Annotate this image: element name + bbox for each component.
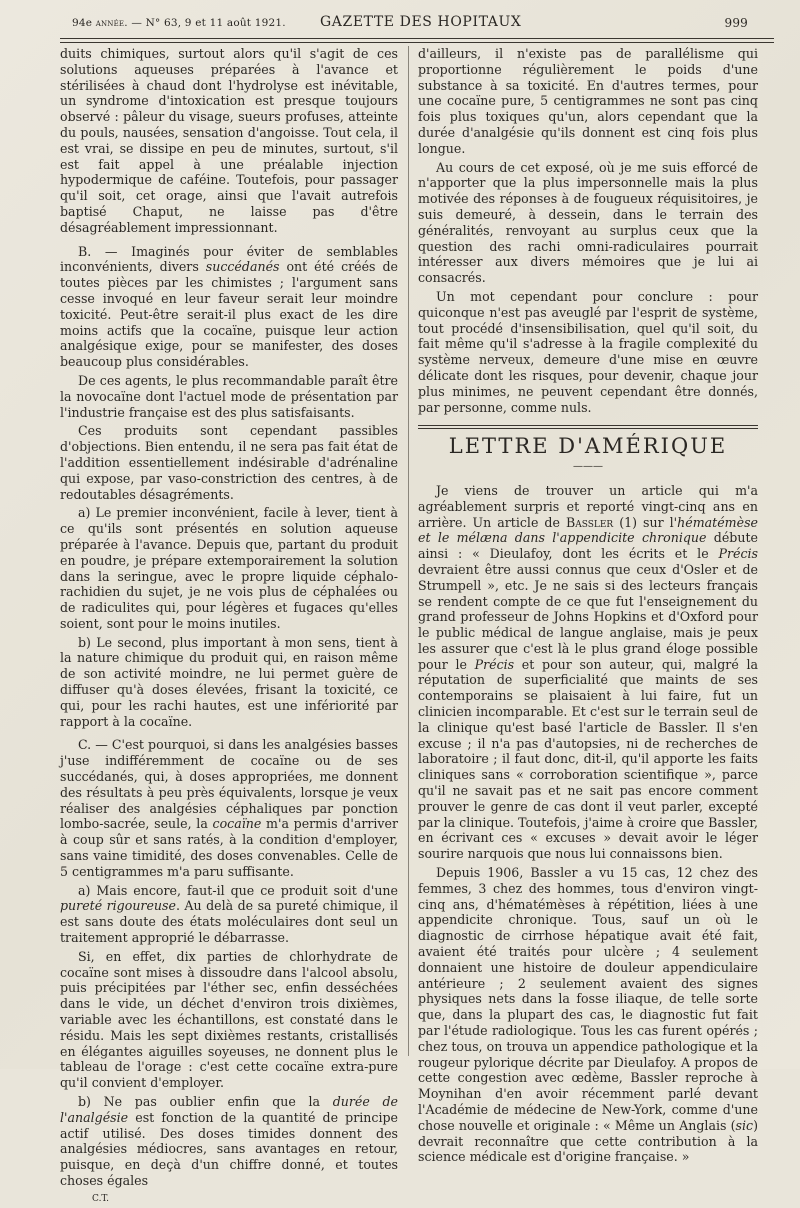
- journal-title: GAZETTE DES HOPITAUX: [320, 14, 522, 30]
- running-head: [72, 14, 760, 36]
- paragraph: Un mot cependant pour conclure : pour quiconque n'est pas aveuglé par l'esprit de système, tout procédé d'insensibilisation, quel qu'il soit, du fait même qu'il s'adresse à la fragile complexité du système nerveux, demeure d'une mise en œuvre délicate dont les risques, pour devenir, chaque jour plus minimes, ne peuvent cependant être donnés, par personne, comme nuls.: [418, 288, 758, 415]
- paragraph: Ces produits sont cependant passibles d'objections. Bien entendu, il ne sera pas fait état de l'addition essentiellement indésirable d'adrénaline qui expose, par vaso-constriction des centres, à de redoutables désagréments.: [60, 423, 398, 502]
- left-column: [60, 46, 398, 1208]
- signature-mark: C.T.: [92, 1193, 109, 1204]
- section-rule: [418, 425, 758, 426]
- column-divider: [408, 46, 409, 1056]
- paragraph: B. — Imaginés pour éviter de semblables inconvénients, divers succédanés ont été créés de toutes pièces par les chimistes ; l'argument sans cesse invoqué en leur faveur serait leur moindre toxicité. Peut-être serait-il plus exact de les dire moins actifs que la cocaïne, puisque leur action analgésique exige, pour se manifester, des doses beaucoup plus considérables.: [60, 243, 398, 370]
- paragraph: Si, en effet, dix parties de chlorhydrate de cocaïne sont mises à dissoudre dans l'alcool absolu, puis précipitées par l'éther sec, enfin desséchées dans le vide, un déchet d'environ trois dixièmes, variable avec les échantillons, est constaté dans le résidu. Mais les sept dixièmes restants, cristallisés en élégantes aiguilles soyeuses, ne donnent plus le tableau de l'orage : c'est cette cocaïne extra-pure qu'il convient d'employer.: [60, 948, 398, 1091]
- issue-info: 94e année. — N° 63, 9 et 11 août 1921.: [72, 17, 286, 29]
- paragraph: De ces agents, le plus recommandable paraît être la novocaïne dont l'actuel mode de présentation par l'industrie française est des plus satisfaisants.: [60, 372, 398, 420]
- paragraph: d'ailleurs, il n'existe pas de parallélisme qui proportionne régulièrement le poids d'une substance à sa toxicité. En d'autres termes, pour une cocaïne pure, 5 centigrammes ne sont pas cinq fois plus toxiques qu'un, alors cependant que la durée d'analgésie qu'ils donnent est cinq fois plus longue.: [418, 46, 758, 156]
- paragraph: Je viens de trouver un article qui m'a agréablement surpris et reporté vingt-cinq ans en arrière. Un article de Bassler (1) sur l'hématémèse et le mélæna dans l'appendicite chronique débute ainsi : « Dieulafoy, dont les écrits et le Précis devraient être aussi connus que ceux d'Osler et de Strumpell », etc. Je ne sais si des lecteurs français se rendent compte de ce que fut l'enseignement du grand professeur de Johns Hopkins et d'Oxford pour le public médical de langue anglaise, mais je peux les assurer que c'est là le plus grand éloge possible pour le Précis et pour son auteur, qui, malgré la réputation de superficialité que maints de ses contemporains se plaisaient à lui faire, fut un clinicien incomparable. Et c'est sur le terrain seul de la clinique qu'est basé l'article de Bassler. Il s'en excuse ; il n'a pas d'autopsies, ni de recherches de laboratoire ; il faut donc, dit-il, qu'il apporte les faits cliniques sans « corroboration scientifique », parce qu'il ne savait pas et ne sait pas encore comment prouver le genre de cas dont il veut parler, excepté par la clinique. Toutefois, j'aime à croire que Bassler, en écrivant ces « excuses » devait avoir le léger sourire narquois que nous lui connaissons bien.: [418, 482, 758, 862]
- paragraph: a) Le premier inconvénient, facile à lever, tient à ce qu'ils sont présentés en solution aqueuse préparée à l'avance. Depuis que, partant du produit en poudre, je prépare extemporairement la solution dans la seringue, avec le propre liquide céphalo-rachidien du sujet, je ne vois plus de céphalées ou de radiculites qui, pour légères et fugaces qu'elles soient, sont pour le moins inutiles.: [60, 505, 398, 631]
- paragraph: b) Ne pas oublier enfin que la durée de l'analgésie est fonction de la quantité de principe actif utilisé. Des doses timides donnent des analgésies médiocres, sans avantages en retour, puisque, en deçà d'un chiffre donné, et toutes choses égales: [60, 1094, 398, 1188]
- paragraph: C. — C'est pourquoi, si dans les analgésies basses j'use indifféremment de cocaïne ou de ses succédanés, qui, à doses appropriées, me donnent des résultats à peu près équivalents, lorsque je veux réaliser des analgésies céphaliques par ponction lombo-sacrée, seule, la cocaïne m'a permis d'arriver à coup sûr et sans ratés, à la condition d'employer, sans vaine timidité, des doses convenables. Celle de 5 centigrammes m'a paru suffisante.: [60, 737, 398, 879]
- right-column: [418, 46, 758, 1168]
- paragraph: duits chimiques, surtout alors qu'il s'agit de ces solutions aqueuses préparées à l'avance et stérilisées à chaud dont l'hydrolyse est inévitable, un syndrome d'intoxication est presque toujours observé : pâleur du visage, sueurs profuses, atteinte du pouls, nausées, sensation d'angoisse. Tout cela, il est vrai, se dissipe en peu de minutes, surtout, s'il est fait appel à une préalable injection hypodermique de caféine. Toutefois, pour passager qu'il soit, cet orage, ainsi que l'avait autrefois baptisé Chaput, ne laisse pas d'être désagréablement impressionnant.: [60, 46, 398, 235]
- section-title: LETTRE D'AMÉRIQUE: [448, 434, 728, 459]
- title-ornament: ———: [573, 461, 603, 473]
- page-number: 999: [724, 16, 748, 30]
- header-rule-top: [60, 38, 774, 39]
- header-rule-bottom: [60, 42, 774, 43]
- paragraph: Au cours de cet exposé, où je me suis efforcé de n'apporter que la plus impersonnelle mais la plus motivée des réponses à de fougueux réquisitoires, je suis demeuré, à dessein, dans le terrain des généralités, renvoyant au surplus ceux que la question des rachi omni-radiculaires pourrait intéresser aux divers mémoires que je lui ai consacrés.: [418, 159, 758, 286]
- section-rule: [418, 428, 758, 429]
- paragraph: b) Le second, plus important à mon sens, tient à la nature chimique du produit qui, en raison même de son activité moindre, ne lui permet guère de diffuser qu'à doses élevées, frisant la toxicité, ce qui, pour les rachi hautes, est une infériorité par rapport à la cocaïne.: [60, 634, 398, 729]
- paragraph: a) Mais encore, faut-il que ce produit soit d'une pureté rigoureuse. Au delà de sa pureté chimique, il est sans doute des états moléculaires dont seul un traitement approprié le débarrasse.: [60, 882, 398, 946]
- paragraph: Depuis 1906, Bassler a vu 15 cas, 12 chez des femmes, 3 chez des hommes, tous d'environ vingt-cinq ans, d'hématémèses à répétition, liées à une appendicite chronique. Tous, sauf un où le diagnostic de cirrhose hépatique avait été fait, avaient été traités pour ulcère ; 4 seulement donnaient une histoire de douleur appendiculaire antérieure ; 2 seulement avaient des signes physiques nets dans la fosse iliaque, de telle sorte que, dans la plupart des cas, le diagnostic fut fait par l'étude radiologique. Tous les cas furent opérés ; chez tous, on trouva un appendice pathologique et la rougeur pylorique décrite par Dieulafoy. A propos de cette congestion avec œdème, Bassler reproche à Moynihan d'en avoir récemment parlé devant l'Académie de médecine de New-York, comme d'une chose nouvelle et originale : « Même un Anglais (sic) devrait reconnaître que cette contribution à la science médicale est d'origine française. »: [418, 865, 758, 1165]
